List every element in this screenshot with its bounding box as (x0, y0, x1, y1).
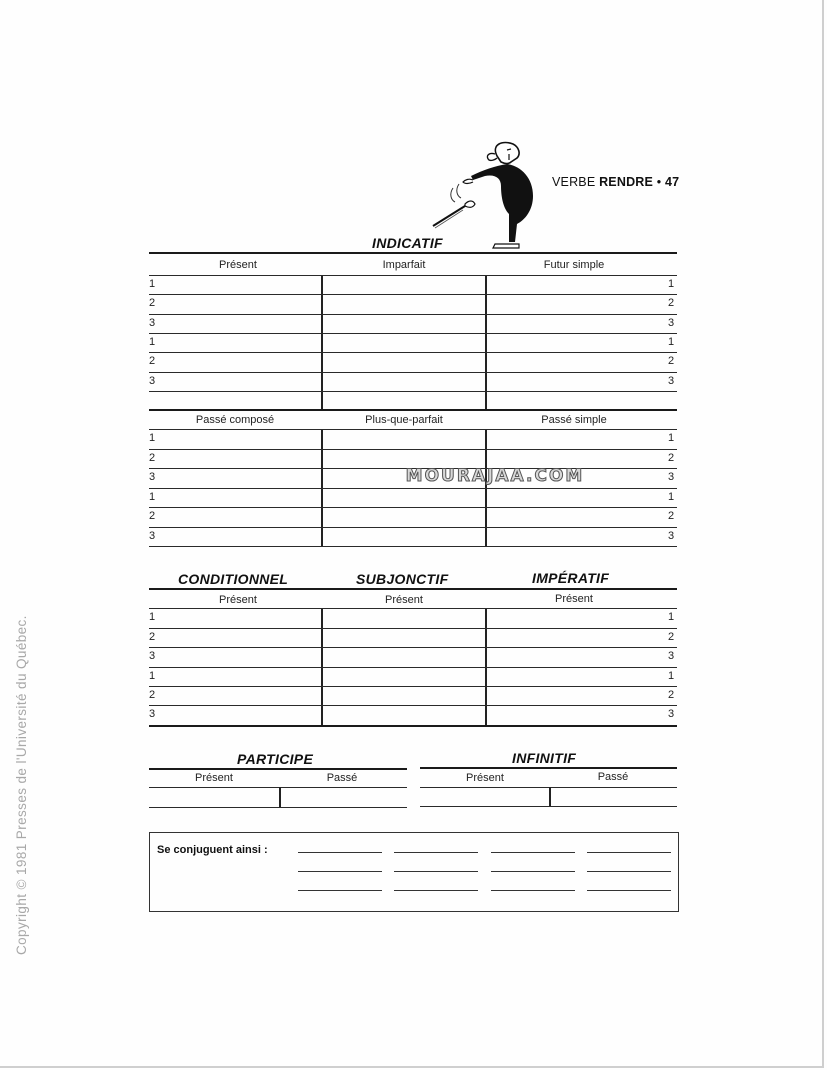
col-header-infinitif-present: Présent (466, 772, 504, 784)
person-number-right: 3 (668, 650, 675, 662)
rule (149, 768, 407, 770)
person-number-left: 1 (149, 611, 156, 623)
col-header-present: Présent (219, 259, 257, 271)
similar-verb-blank[interactable] (298, 871, 382, 872)
answer-cell[interactable] (160, 334, 320, 352)
person-number-left: 3 (149, 708, 156, 720)
answer-cell[interactable] (322, 668, 485, 686)
answer-cell[interactable] (322, 489, 485, 507)
col-header-futur-simple: Futur simple (543, 259, 605, 271)
person-number-right: 2 (668, 297, 675, 309)
answer-cell[interactable] (160, 295, 320, 313)
person-number-left: 3 (149, 471, 156, 483)
answer-cell[interactable] (322, 295, 485, 313)
participe-answer-line[interactable] (149, 807, 407, 808)
col-header-subjonctif-present: Présent (385, 594, 423, 606)
person-number-right: 1 (668, 611, 675, 623)
similar-verb-blank[interactable] (394, 890, 478, 891)
answer-cell[interactable] (322, 276, 485, 294)
answer-cell[interactable] (486, 648, 662, 666)
person-number-left: 3 (149, 317, 156, 329)
answer-cell[interactable] (160, 668, 320, 686)
section-title-infinitif: INFINITIF (512, 750, 577, 766)
person-number-left: 1 (149, 336, 156, 348)
column-divider (549, 787, 551, 807)
conjugation-box (149, 832, 679, 912)
conjugation-box-label: Se conjuguent ainsi : (157, 844, 268, 856)
answer-cell[interactable] (160, 276, 320, 294)
answer-cell[interactable] (160, 629, 320, 647)
answer-cell[interactable] (486, 276, 662, 294)
answer-cell[interactable] (160, 315, 320, 333)
answer-cell[interactable] (322, 430, 485, 448)
col-header-imparfait: Imparfait (382, 259, 426, 271)
answer-cell[interactable] (160, 687, 320, 705)
person-number-right: 3 (668, 317, 675, 329)
section-title-imperatif: IMPÉRATIF (532, 570, 610, 586)
header-verb: RENDRE (599, 175, 654, 189)
person-number-right: 2 (668, 452, 675, 464)
person-number-left: 2 (149, 689, 156, 701)
similar-verb-blank[interactable] (298, 890, 382, 891)
page-edge-bottom (0, 1066, 824, 1068)
person-number-right: 1 (668, 432, 675, 444)
answer-cell[interactable] (486, 295, 662, 313)
person-number-right: 3 (668, 530, 675, 542)
answer-cell[interactable] (160, 609, 320, 627)
rule (149, 252, 677, 254)
person-number-right: 1 (668, 491, 675, 503)
similar-verb-blank[interactable] (394, 852, 478, 853)
person-number-left: 1 (149, 670, 156, 682)
answer-cell[interactable] (486, 334, 662, 352)
row-rule (149, 391, 677, 392)
answer-cell[interactable] (160, 353, 320, 371)
answer-cell[interactable] (486, 609, 662, 627)
answer-cell[interactable] (322, 687, 485, 705)
answer-cell[interactable] (160, 528, 320, 546)
col-header-plus-que-parfait: Plus-que-parfait (365, 414, 443, 426)
person-number-left: 1 (149, 491, 156, 503)
person-number-left: 2 (149, 297, 156, 309)
copyright-notice: Copyright © 1981 Presses de l'Université du Québec. (14, 615, 29, 955)
col-header-participe-present: Présent (195, 772, 233, 784)
answer-cell[interactable] (322, 373, 485, 391)
page-number: 47 (665, 175, 680, 189)
similar-verb-blank[interactable] (394, 871, 478, 872)
answer-cell[interactable] (486, 353, 662, 371)
answer-cell[interactable] (486, 489, 662, 507)
col-header-participe-passe: Passé (326, 772, 358, 784)
person-number-left: 2 (149, 452, 156, 464)
answer-cell[interactable] (322, 508, 485, 526)
answer-cell[interactable] (322, 528, 485, 546)
answer-cell[interactable] (486, 430, 662, 448)
answer-cell[interactable] (160, 430, 320, 448)
person-number-right: 2 (668, 355, 675, 367)
answer-cell[interactable] (322, 334, 485, 352)
answer-cell[interactable] (486, 315, 662, 333)
similar-verb-blank[interactable] (298, 852, 382, 853)
section-title-subjonctif: SUBJONCTIF (356, 571, 449, 587)
rule (149, 409, 677, 411)
rule (149, 588, 677, 590)
answer-cell[interactable] (486, 687, 662, 705)
person-number-left: 3 (149, 530, 156, 542)
similar-verb-blank[interactable] (491, 871, 575, 872)
person-number-left: 1 (149, 278, 156, 290)
person-number-right: 2 (668, 631, 675, 643)
answer-cell[interactable] (322, 629, 485, 647)
answer-cell[interactable] (486, 706, 662, 724)
similar-verb-blank[interactable] (491, 890, 575, 891)
person-number-left: 2 (149, 510, 156, 522)
answer-cell[interactable] (322, 648, 485, 666)
person-number-right: 2 (668, 510, 675, 522)
person-number-right: 3 (668, 471, 675, 483)
answer-cell[interactable] (322, 706, 485, 724)
watermark: MOURAJAA.COM (405, 466, 585, 486)
person-number-left: 3 (149, 375, 156, 387)
rule (149, 787, 407, 788)
person-number-right: 1 (668, 336, 675, 348)
person-number-left: 2 (149, 355, 156, 367)
answer-cell[interactable] (486, 373, 662, 391)
answer-cell[interactable] (160, 373, 320, 391)
col-header-passe-simple: Passé simple (541, 414, 607, 426)
column-divider (279, 787, 281, 807)
person-number-right: 1 (668, 670, 675, 682)
answer-cell[interactable] (160, 469, 320, 487)
page-edge-right (822, 0, 824, 1068)
col-header-conditionnel-present: Présent (219, 594, 257, 606)
header-prefix: VERBE (552, 175, 596, 189)
answer-cell[interactable] (486, 528, 662, 546)
answer-cell[interactable] (486, 668, 662, 686)
similar-verb-blank[interactable] (587, 852, 671, 853)
col-header-passe-compose: Passé composé (195, 414, 275, 426)
answer-cell[interactable] (160, 489, 320, 507)
infinitif-answer-line[interactable] (420, 806, 677, 807)
row-rule (149, 546, 677, 547)
header-bullet: • (656, 175, 662, 189)
col-header-imperatif-present: Présent (555, 593, 593, 605)
person-number-left: 3 (149, 650, 156, 662)
similar-verb-blank[interactable] (587, 871, 671, 872)
page-header (552, 175, 679, 189)
person-number-right: 3 (668, 708, 675, 720)
person-number-right: 2 (668, 689, 675, 701)
cartoon-man-throwing-icon (425, 138, 550, 250)
answer-cell[interactable] (160, 706, 320, 724)
answer-cell[interactable] (160, 450, 320, 468)
answer-cell[interactable] (486, 508, 662, 526)
similar-verb-blank[interactable] (587, 890, 671, 891)
section-title-participe: PARTICIPE (237, 751, 314, 767)
rule (420, 767, 677, 769)
answer-cell[interactable] (322, 353, 485, 371)
answer-cell[interactable] (486, 629, 662, 647)
person-number-right: 1 (668, 278, 675, 290)
similar-verb-blank[interactable] (491, 852, 575, 853)
answer-cell[interactable] (322, 609, 485, 627)
answer-cell[interactable] (322, 315, 485, 333)
section-title-conditionnel: CONDITIONNEL (178, 571, 289, 587)
row-rule (149, 725, 677, 727)
answer-cell[interactable] (160, 648, 320, 666)
col-header-infinitif-passe: Passé (597, 771, 629, 783)
answer-cell[interactable] (160, 508, 320, 526)
person-number-left: 1 (149, 432, 156, 444)
person-number-left: 2 (149, 631, 156, 643)
person-number-right: 3 (668, 375, 675, 387)
section-title-indicatif: INDICATIF (372, 235, 443, 251)
